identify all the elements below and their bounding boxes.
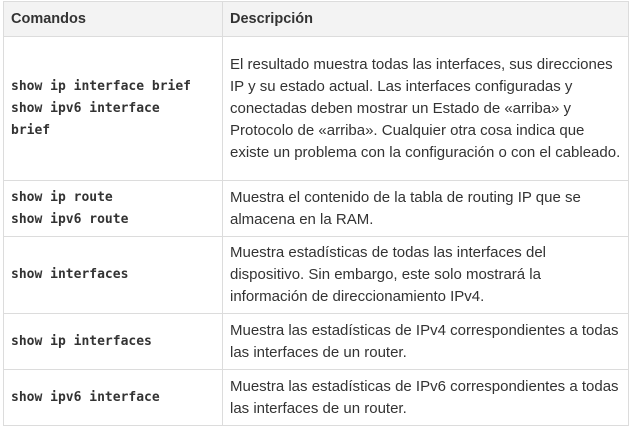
commands-table — [3, 1, 629, 426]
command-text: show ipv6 interface — [11, 389, 160, 405]
description-cell: Muestra las estadísticas de IPv6 correspondientes a todas las interfaces de un router. — [223, 370, 629, 426]
table-row — [4, 37, 629, 181]
command-cell — [4, 314, 223, 370]
command-text: show ip route — [11, 189, 113, 205]
header-description: Descripción — [223, 2, 629, 37]
table-row — [4, 314, 629, 370]
command-text: show ip interfaces — [11, 333, 152, 349]
command-cell — [4, 237, 223, 314]
command-cell — [4, 181, 223, 237]
command-cell — [4, 370, 223, 426]
header-commands: Comandos — [4, 2, 223, 37]
table-row — [4, 370, 629, 426]
command-text: show ipv6 interface — [11, 100, 160, 116]
command-cell — [4, 37, 223, 181]
command-text: show ip interface brief — [11, 78, 192, 94]
command-text: show ipv6 route — [11, 211, 129, 227]
description-cell: Muestra estadísticas de todas las interfaces del dispositivo. Sin embargo, este solo mostrará la información de direccionamiento IPv4. — [223, 237, 629, 314]
table-row — [4, 181, 629, 237]
command-text: brief — [11, 122, 51, 138]
command-text: show interfaces — [11, 267, 129, 282]
description-cell: Muestra las estadísticas de IPv4 correspondientes a todas las interfaces de un router. — [223, 314, 629, 370]
description-cell: El resultado muestra todas las interfaces, sus direcciones IP y su estado actual. Las interfaces configuradas y conectadas deben mostrar un Estado de «arriba» y Protocolo de «arriba». Cualquier otra cosa indica que existe un problema con la configuración o con el cableado. — [223, 37, 629, 181]
table-header-row — [4, 2, 629, 37]
table-row — [4, 237, 629, 314]
description-cell: Muestra el contenido de la tabla de routing IP que se almacena en la RAM. — [223, 181, 629, 237]
